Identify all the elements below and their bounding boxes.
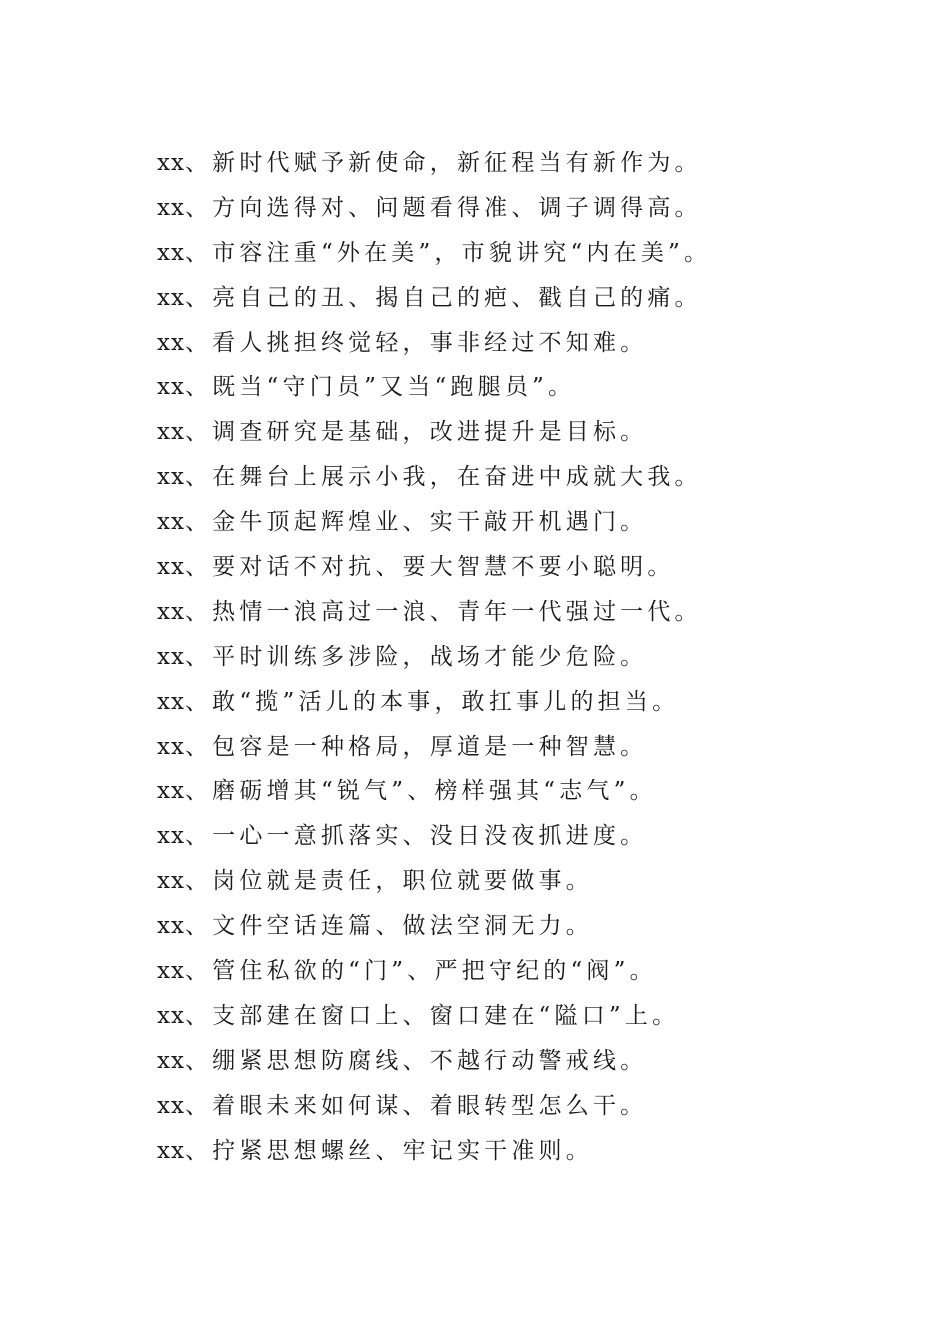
item-text: 、热情一浪高过一浪、青年一代强过一代。 xyxy=(184,598,702,625)
item-text: 、金牛顶起辉煌业、实干敲开机遇门。 xyxy=(184,509,648,536)
item-text: 、新时代赋予新使命，新征程当有新作为。 xyxy=(184,150,702,176)
item-text: 、一心一意抓落实、没日没夜抓进度。 xyxy=(184,823,648,850)
list-item xyxy=(157,276,897,321)
list-item xyxy=(157,1129,897,1174)
item-text: 、亮自己的丑、揭自己的疤、戳自己的痛。 xyxy=(184,284,702,311)
item-text: 、市容注重“外在美”，市貌讲究“内在美”。 xyxy=(184,239,712,266)
item-prefix: xx xyxy=(157,778,185,805)
item-prefix: xx xyxy=(157,823,185,850)
item-text: 、拧紧思想螺丝、牢记实干准则。 xyxy=(184,1137,593,1164)
list-item xyxy=(157,994,897,1039)
item-text: 、在舞台上展示小我，在奋进中成就大我。 xyxy=(184,464,702,491)
item-prefix: xx xyxy=(157,913,185,940)
item-prefix: xx xyxy=(157,464,185,491)
item-prefix: xx xyxy=(157,1137,185,1164)
item-prefix: xx xyxy=(157,598,185,625)
list-item xyxy=(157,455,897,500)
item-prefix: xx xyxy=(157,1002,185,1029)
item-prefix: xx xyxy=(157,868,185,895)
item-text: 、敢“揽”活儿的本事，敢扛事儿的担当。 xyxy=(184,688,680,715)
list-item xyxy=(157,186,897,231)
item-text: 、既当“守门员”又当“跑腿员”。 xyxy=(184,374,576,401)
list-item xyxy=(157,141,897,186)
item-prefix: xx xyxy=(157,329,185,356)
item-prefix: xx xyxy=(157,1092,185,1119)
list-item xyxy=(157,1039,897,1084)
list-item xyxy=(157,859,897,904)
list-item xyxy=(157,680,897,725)
item-prefix: xx xyxy=(157,1047,185,1074)
item-prefix: xx xyxy=(157,688,185,715)
item-text: 、岗位就是责任，职位就要做事。 xyxy=(184,868,593,895)
list-item xyxy=(157,500,897,545)
list-item xyxy=(157,321,897,366)
item-prefix: xx xyxy=(157,958,185,985)
item-text: 、支部建在窗口上、窗口建在“隘口”上。 xyxy=(184,1002,680,1029)
item-prefix: xx xyxy=(157,733,185,760)
list-item xyxy=(157,410,897,455)
item-text: 、管住私欲的“门”、严把守纪的“阀”。 xyxy=(184,958,657,985)
item-text: 、调查研究是基础，改进提升是目标。 xyxy=(184,419,648,446)
list-item xyxy=(157,545,897,590)
list-item xyxy=(157,904,897,949)
item-text: 、平时训练多涉险，战场才能少危险。 xyxy=(184,643,648,670)
item-prefix: xx xyxy=(157,554,185,581)
list-item xyxy=(157,365,897,410)
item-text: 、方向选得对、问题看得准、调子调得高。 xyxy=(184,194,702,221)
item-prefix: xx xyxy=(157,509,185,536)
item-prefix: xx xyxy=(157,643,185,670)
item-prefix: xx xyxy=(157,150,185,176)
list-item xyxy=(157,231,897,276)
phrase-list xyxy=(157,141,897,1173)
item-prefix: xx xyxy=(157,374,185,401)
list-item xyxy=(157,769,897,814)
list-item xyxy=(157,814,897,859)
list-item xyxy=(157,1084,897,1129)
list-item xyxy=(157,635,897,680)
item-prefix: xx xyxy=(157,239,185,266)
list-item xyxy=(157,949,897,994)
item-text: 、看人挑担终觉轻，事非经过不知难。 xyxy=(184,329,648,356)
item-text: 、磨砺增其“锐气”、榜样强其“志气”。 xyxy=(184,778,657,805)
item-prefix: xx xyxy=(157,284,185,311)
list-item xyxy=(157,590,897,635)
item-text: 、文件空话连篇、做法空洞无力。 xyxy=(184,913,593,940)
list-item xyxy=(157,725,897,770)
item-prefix: xx xyxy=(157,194,185,221)
item-prefix: xx xyxy=(157,419,185,446)
item-text: 、绷紧思想防腐线、不越行动警戒线。 xyxy=(184,1047,648,1074)
item-text: 、着眼未来如何谋、着眼转型怎么干。 xyxy=(184,1092,648,1119)
item-text: 、要对话不对抗、要大智慧不要小聪明。 xyxy=(184,554,675,581)
item-text: 、包容是一种格局，厚道是一种智慧。 xyxy=(184,733,648,760)
